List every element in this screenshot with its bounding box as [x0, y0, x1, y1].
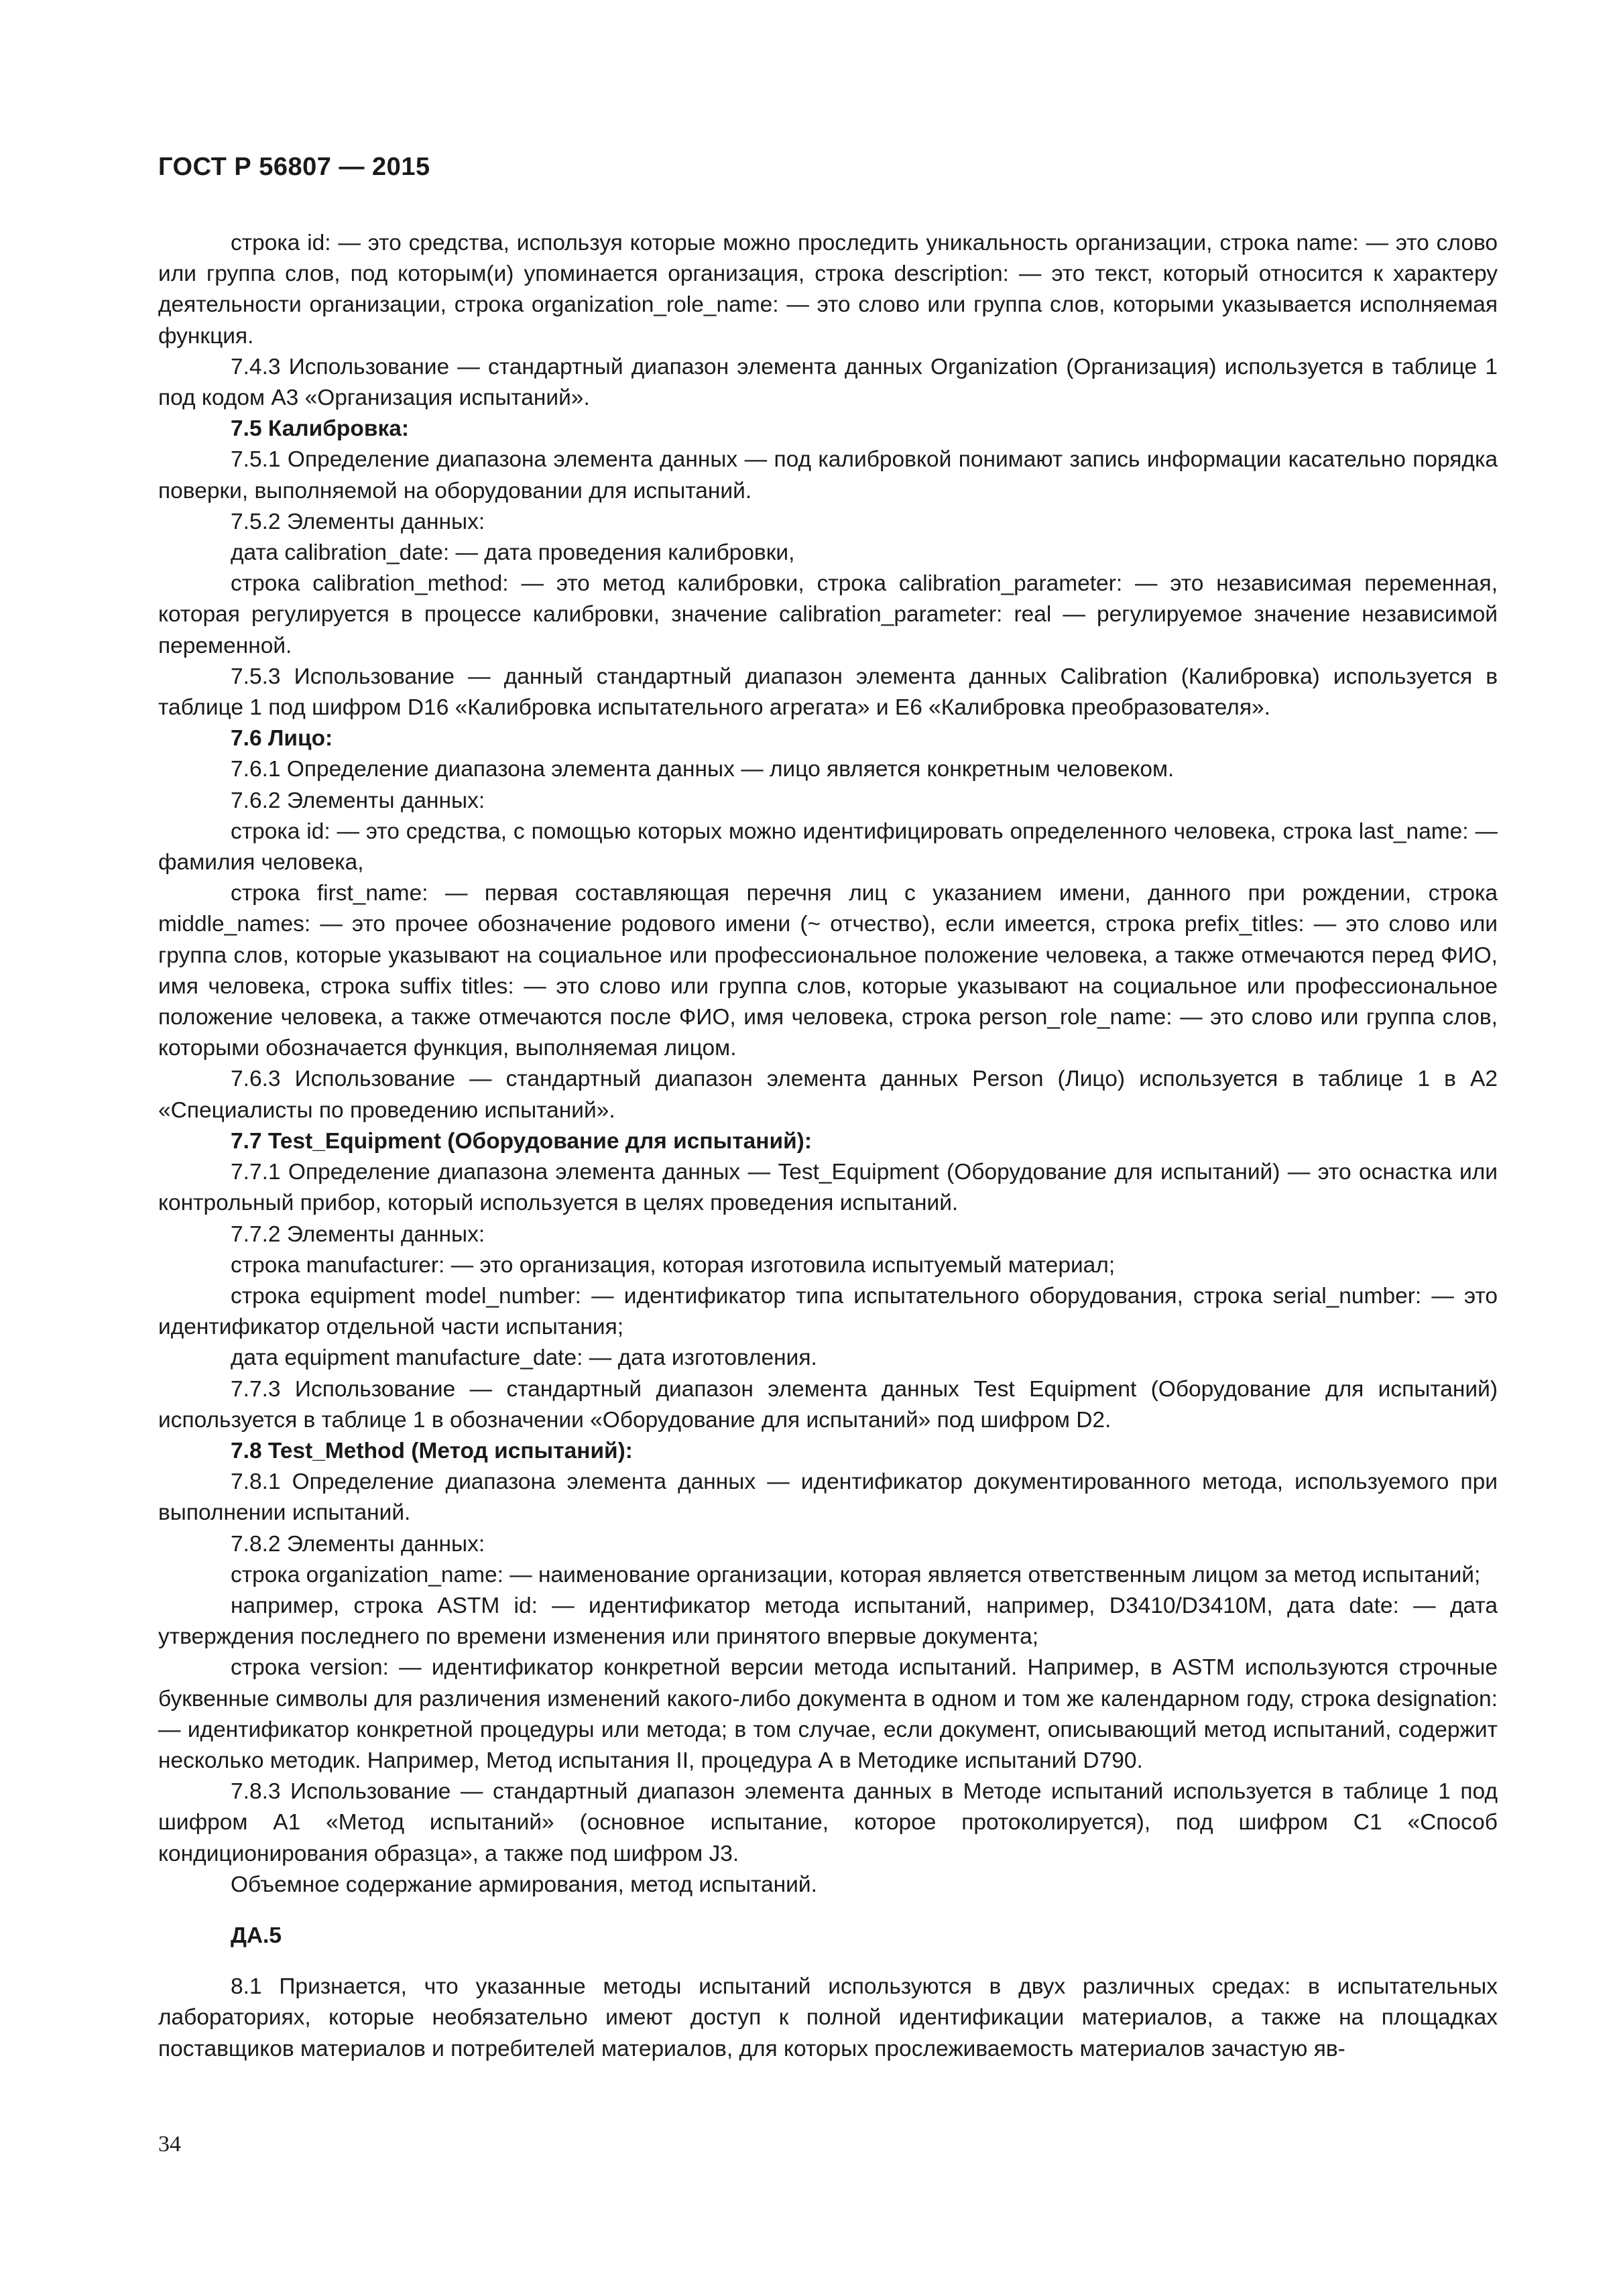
paragraph: 7.5.2 Элементы данных: [231, 509, 485, 534]
paragraph: 8.1 Признается, что указанные методы испытаний используются в двух различных средах: в испытательных лабораториях, которые необязательно имеют доступ к полной идентификации материалов, а также на площадках поставщиков материалов и потребителей материалов, для которых прослеживаемость материалов зачастую яв- [158, 1974, 1498, 2061]
paragraph: строка organization_name: — наименование организации, которая является ответственным лицом за метод испытаний; [231, 1562, 1481, 1587]
paragraph: 7.7.1 Определение диапазона элемента данных — Test_Equipment (Оборудование для испытаний) — это оснастка или контрольный прибор, который используется в целях проведения испытаний. [158, 1160, 1498, 1216]
paragraph: строка id: — это средства, с помощью которых можно идентифицировать определенного человека, строка last_name: — фамилия человека, [158, 819, 1498, 875]
paragraph: 7.6.3 Использование — стандартный диапазон элемента данных Person (Лицо) используется в таблице 1 в А2 «Специалисты по проведению испытаний». [158, 1067, 1498, 1123]
paragraph: 7.7.2 Элементы данных: [231, 1221, 485, 1247]
section-heading-da-5: ДА.5 [231, 1923, 282, 1948]
paragraph: 7.4.3 Использование — стандартный диапазон элемента данных Organization (Организация) используется в таблице 1 под кодом А3 «Организация испытаний». [158, 354, 1498, 411]
paragraph: 7.7.3 Использование — стандартный диапазон элемента данных Test Equipment (Оборудование для испытаний) используется в таблице 1 в обозначении «Оборудование для испытаний» под шифром D2. [158, 1376, 1498, 1433]
paragraph: 7.5.3 Использование — данный стандартный диапазон элемента данных Calibration (Калибровка) используется в таблице 1 под шифром D16 «Калибровка испытательного агрегата» и E6 «Калибровка преобразователя». [158, 664, 1498, 721]
paragraph: 7.8.1 Определение диапазона элемента данных — идентификатор документированного метода, используемого при выполнении испытаний. [158, 1469, 1498, 1526]
paragraph: строка equipment model_number: — идентификатор типа испытательного оборудования, строка serial_number: — это идентификатор отдельной части испытания; [158, 1283, 1498, 1340]
paragraph: строка manufacturer: — это организация, которая изготовила испытуемый материал; [231, 1252, 1116, 1278]
paragraph: Объемное содержание армирования, метод испытаний. [231, 1872, 817, 1897]
paragraph: 7.5.1 Определение диапазона элемента данных — под калибровкой понимают запись информации касательно порядка поверки, выполняемой на оборудовании для испытаний. [158, 447, 1498, 503]
paragraph: строка calibration_method: — это метод калибровки, строка calibration_parameter: — это независимая переменная, которая регулируется в процессе калибровки, значение calibration_parameter: real — регулируемое значение независимой переменной. [158, 571, 1498, 658]
paragraph: 7.8.2 Элементы данных: [231, 1531, 485, 1557]
paragraph: строка id: — это средства, используя которые можно проследить уникальность организации, строка name: — это слово или группа слов, под которым(и) упоминается организация, строка description: — это текст, который относится к характеру деятельности организации, строка organization_role_name: — это слово или группа слов, которыми указывается исполняемая функция. [158, 231, 1498, 349]
section-heading-7-5: 7.5 Калибровка: [231, 416, 410, 442]
paragraph: 7.8.3 Использование — стандартный диапазон элемента данных в Методе испытаний используется в таблице 1 под шифром А1 «Метод испытаний» (основное испытание, которое протоколируется), под шифром С1 «Способ кондиционирования образца», а также под шифром J3. [158, 1779, 1498, 1866]
section-heading-7-7: 7.7 Test_Equipment (Оборудование для испытаний): [231, 1128, 812, 1154]
paragraph: дата equipment manufacture_date: — дата изготовления. [231, 1345, 817, 1371]
page-header-title: ГОСТ Р 56807 — 2015 [158, 153, 430, 181]
paragraph: строка first_name: — первая составляющая перечня лиц с указанием имени, данного при рождении, строка middle_names: — это прочее обозначение родового имени (~ отчество), если имеется, строка prefix_titles: — это слово или группа слов, которые указывают на социальное или профессиональное положение человека, а также отмечаются перед ФИО, имя человека, строка suffix titles: — это слово или группа слов, которые указывают на социальное или профессиональное положение человека, а также отмечаются после ФИО, имя человека, строка person_role_name: — это слово или группа слов, которыми обозначается функция, выполняемая лицом. [158, 881, 1498, 1061]
section-heading-7-8: 7.8 Test_Method (Метод испытаний): [231, 1438, 633, 1463]
paragraph: например, строка ASTM id: — идентификатор метода испытаний, например, D3410/D3410M, дата date: — дата утверждения последнего по времени изменения или принятого впервые документа; [158, 1593, 1498, 1650]
paragraph: дата calibration_date: — дата проведения калибровки, [231, 540, 795, 566]
paragraph: 7.6.1 Определение диапазона элемента данных — лицо является конкретным человеком. [231, 757, 1175, 782]
document-body [158, 228, 1498, 2065]
page-number: 34 [158, 2132, 181, 2157]
paragraph: 7.6.2 Элементы данных: [231, 788, 485, 813]
paragraph: строка version: — идентификатор конкретной версии метода испытаний. Например, в ASTM используются строчные буквенные символы для различения изменений какого-либо документа в одном и том же календарном году, строка designation: — идентификатор конкретной процедуры или метода; в том случае, если документ, описывающий метод испытаний, содержит несколько методик. Например, Метод испытания II, процедура А в Методике испытаний D790. [158, 1655, 1498, 1773]
section-heading-7-6: 7.6 Лицо: [231, 726, 333, 751]
